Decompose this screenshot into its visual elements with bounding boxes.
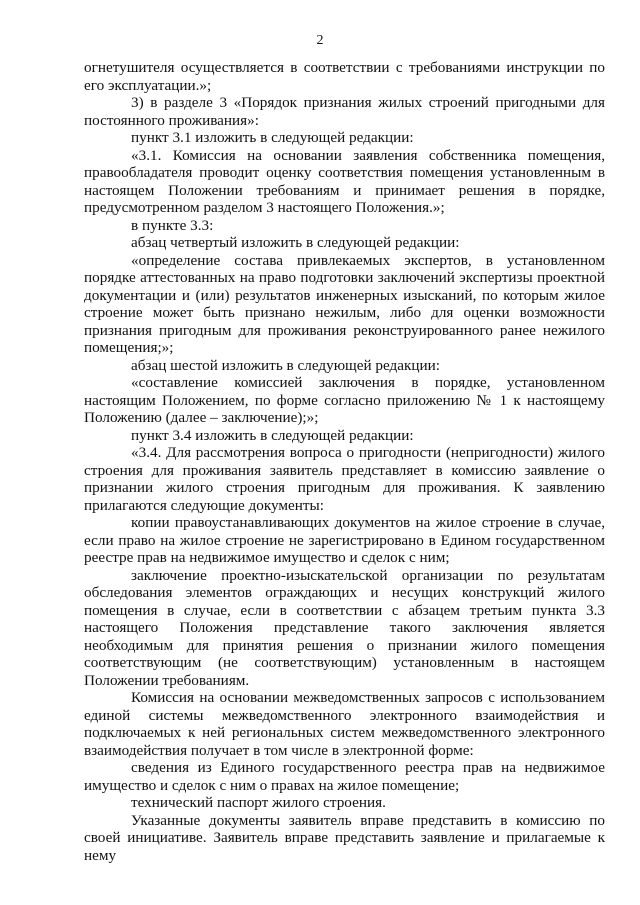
document-body [84, 59, 605, 864]
paragraph-document-copies: копии правоустанавливающих документов на жилое строение в случае, если право на жилое строение не зарегистрировано в Едином государственном реестре прав на недвижимое имущество и сделок с ним; [84, 514, 605, 566]
page-number: 2 [316, 33, 324, 48]
paragraph-item-3-1-text: «3.1. Комиссия на основании заявления собственника помещения, правообладателя проводит оценку соответствия помещения установленным в настоящем Положении требованиям и принимает решения в порядке, предусмотренном разделом 3 настоящего Положения.»; [84, 146, 605, 216]
paragraph-design-conclusion: заключение проектно-изыскательской организации по результатам обследования элементов ограждающих и несущих конструкций жилого помещения в случае, если в соответствии с абзацем третьим пункта 3.3 настоящего Положения представление такого заключения является необходимым для принятия решения о признании жилого помещения соответствующим (не соответствующим) установленным в настоящем Положении требованиям. [84, 566, 605, 689]
paragraph-technical-passport: технический паспорт жилого строения. [131, 794, 386, 811]
paragraph-registry-info: сведения из Единого государственного реестра прав на недвижимое имущество и сделок с ним о правах на жилое помещение; [84, 759, 605, 794]
paragraph-interagency-requests: Комиссия на основании межведомственных запросов с использованием единой системы межведомственного электронного взаимодействия и подключаемых к ней региональных систем межведомственного электронного взаимодействия получает в том числе в электронной форме: [84, 689, 605, 759]
paragraph-item-3-3-intro: в пункте 3.3: [131, 216, 214, 234]
paragraph-abzac-4-intro: абзац четвертый изложить в следующей редакции: [131, 234, 460, 251]
paragraph-item-3-1-intro: пункт 3.1 изложить в следующей редакции: [131, 129, 414, 146]
paragraph-initiative: Указанные документы заявитель вправе представить в комиссию по своей инициативе. Заявитель вправе представить заявление и прилагаемые к нему [84, 811, 605, 864]
paragraph-item-3-4-intro: пункт 3.4 изложить в следующей редакции: [131, 426, 414, 444]
paragraph-section-3-heading: 3) в разделе 3 «Порядок признания жилых строений пригодными для постоянного проживания»: [84, 94, 605, 129]
paragraph-abzac-4-text: «определение состава привлекаемых экспертов, в установленном порядке аттестованных на право подготовки заключений экспертизы проектной документации и (или) результатов инженерных изысканий, по которым жилое строение может быть признано нежилым, либо для оценки возможности признания пригодным для проживания реконструированного ранее нежилого помещения;»; [84, 251, 605, 356]
paragraph-abzac-6-text: «составление комиссией заключения в порядке, установленном настоящим Положением, по форме согласно приложению № 1 к настоящему Положению (далее – заключение);»; [84, 374, 605, 426]
paragraph-abzac-6-intro: абзац шестой изложить в следующей редакции: [131, 356, 440, 374]
paragraph-continuation: огнетушителя осуществляется в соответствии с требованиями инструкции по его эксплуатации.»; [84, 59, 605, 94]
paragraph-item-3-4-text: «3.4. Для рассмотрения вопроса о пригодности (непригодности) жилого строения для проживания заявитель представляет в комиссию заявление о признании жилого строения пригодным для проживания. К заявлению прилагаются следующие документы: [84, 444, 605, 514]
